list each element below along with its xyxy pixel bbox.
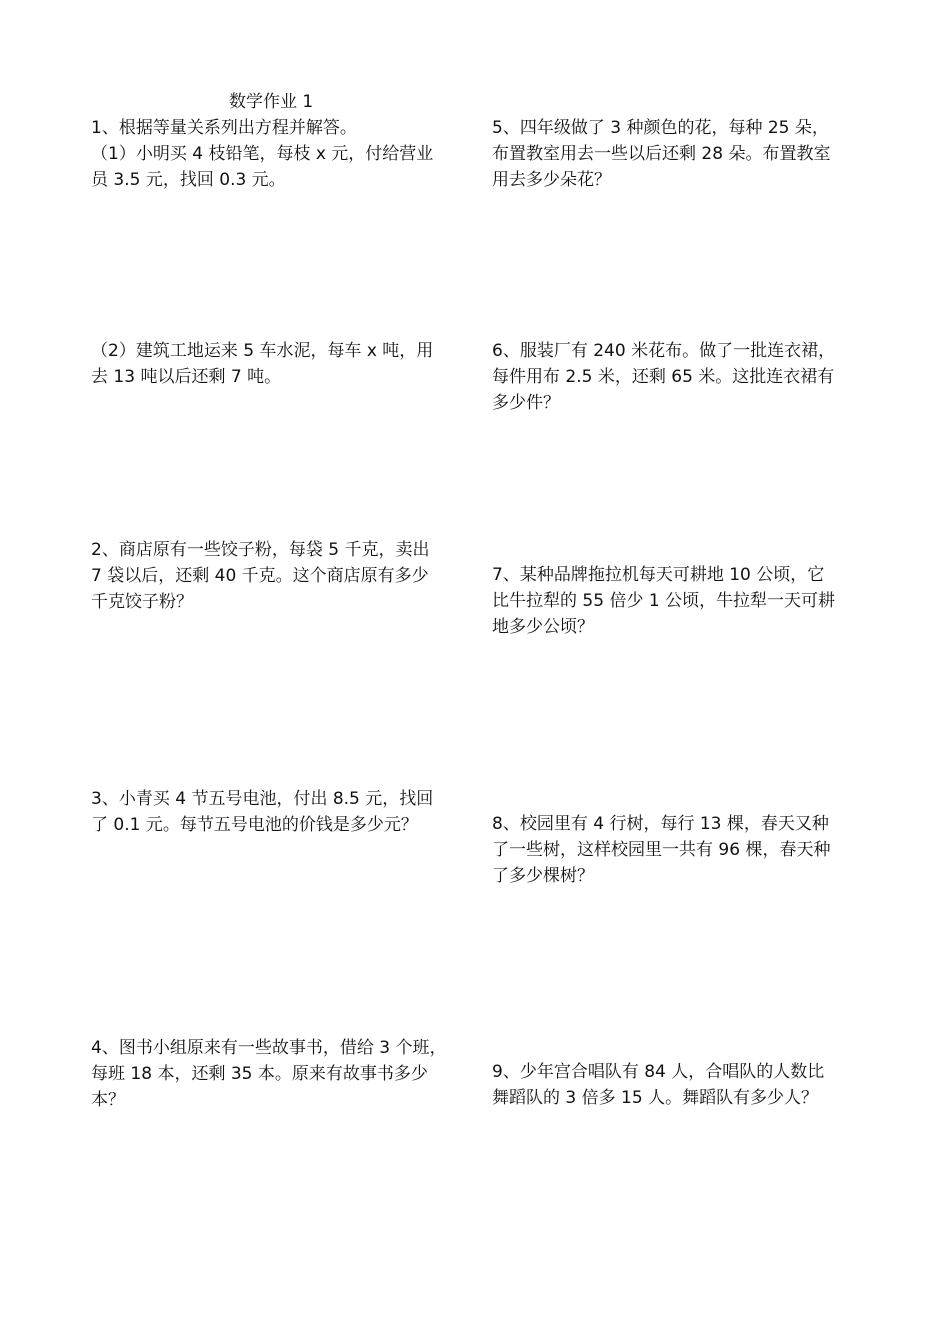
problem-1-1-line-2: 员 3.5 元，找回 0.3 元。 bbox=[91, 170, 286, 190]
problem-6-line-2: 每件用布 2.5 米，还剩 65 米。这批连衣裙有 bbox=[492, 367, 835, 387]
problem-8-line-1: 8、校园里有 4 行树，每行 13 棵，春天又种 bbox=[492, 814, 829, 834]
problem-8 bbox=[492, 811, 864, 889]
problem-1-2-line-1: （2）建筑工地运来 5 车水泥，每车 x 吨，用 bbox=[91, 341, 434, 361]
problem-1-heading: 1、根据等量关系列出方程并解答。 bbox=[91, 118, 357, 138]
problem-4-line-3: 本？ bbox=[91, 1090, 125, 1110]
problem-5-line-2: 布置教室用去一些以后还剩 28 朵。布置教室 bbox=[492, 144, 831, 164]
problem-8-line-3: 了多少棵树？ bbox=[492, 866, 594, 886]
problem-4-line-1: 4、图书小组原来有一些故事书，借给 3 个班， bbox=[91, 1038, 447, 1058]
problem-1-1-line-1: （1）小明买 4 枝铅笔，每枝 x 元，付给营业 bbox=[91, 144, 434, 164]
problem-9-line-1: 9、少年宫合唱队有 84 人，合唱队的人数比 bbox=[492, 1062, 825, 1082]
problem-4-line-2: 每班 18 本，还剩 35 本。原来有故事书多少 bbox=[91, 1064, 428, 1084]
problem-1-2-line-2: 去 13 吨以后还剩 7 吨。 bbox=[91, 367, 282, 387]
problem-6-line-3: 多少件？ bbox=[492, 393, 560, 413]
problem-2-line-2: 7 袋以后，还剩 40 千克。这个商店原有多少 bbox=[91, 566, 429, 586]
problem-3-line-2: 了 0.1 元。每节五号电池的价钱是多少元？ bbox=[91, 815, 418, 835]
problem-2 bbox=[91, 537, 463, 615]
problem-1-2 bbox=[91, 338, 463, 390]
problem-6-line-1: 6、服装厂有 240 米花布。做了一批连衣裙， bbox=[492, 341, 836, 361]
problem-7-line-3: 地多少公顷？ bbox=[492, 617, 594, 637]
problem-5 bbox=[492, 115, 864, 193]
problem-5-line-1: 5、四年级做了 3 种颜色的花，每种 25 朵， bbox=[492, 118, 829, 138]
problem-3 bbox=[91, 786, 463, 838]
problem-4 bbox=[91, 1035, 463, 1113]
problem-9-line-2: 舞蹈队的 3 倍多 15 人。舞蹈队有多少人？ bbox=[492, 1088, 819, 1108]
problem-7 bbox=[492, 562, 864, 640]
problem-1 bbox=[91, 115, 463, 193]
page-title: 数学作业 1 bbox=[229, 92, 314, 112]
problem-7-line-1: 7、某种品牌拖拉机每天可耕地 10 公顷，它 bbox=[492, 565, 825, 585]
problem-9 bbox=[492, 1059, 864, 1111]
problem-2-line-1: 2、商店原有一些饺子粉，每袋 5 千克，卖出 bbox=[91, 540, 430, 560]
problem-2-line-3: 千克饺子粉？ bbox=[91, 592, 193, 612]
problem-7-line-2: 比牛拉犁的 55 倍少 1 公顷，牛拉犁一天可耕 bbox=[492, 591, 836, 611]
problem-3-line-1: 3、小青买 4 节五号电池，付出 8.5 元，找回 bbox=[91, 789, 434, 809]
problem-6 bbox=[492, 338, 864, 416]
problem-8-line-2: 了一些树，这样校园里一共有 96 棵，春天种 bbox=[492, 840, 831, 860]
problem-5-line-3: 用去多少朵花？ bbox=[492, 170, 611, 190]
